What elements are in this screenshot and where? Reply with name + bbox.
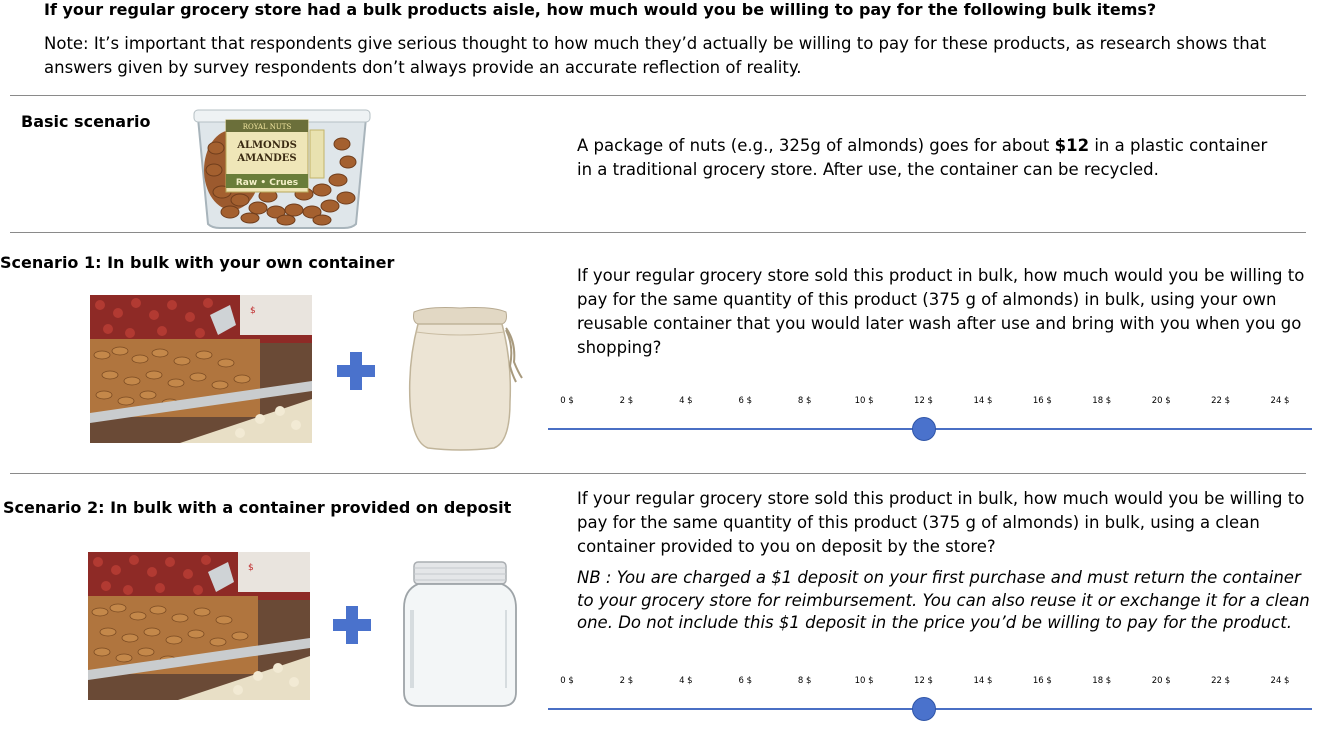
slider-tick-label: 24 $ [1270, 676, 1290, 686]
slider-tick-label: 10 $ [854, 396, 874, 406]
package-line1-text: ALMONDS [237, 140, 297, 151]
slider-tick-label: 16 $ [1032, 676, 1052, 686]
svg-text:$: $ [250, 306, 256, 316]
package-band-text: Raw • Crues [235, 178, 299, 188]
package-brand-text: ROYAL NUTS [242, 123, 292, 131]
slider-thumb[interactable] [912, 417, 936, 441]
slider-tick-label: 24 $ [1270, 396, 1290, 406]
scenario2-price-slider[interactable] [548, 676, 1312, 716]
slider-tick-label: 4 $ [679, 396, 693, 406]
package-line2-text: AMANDES [237, 153, 297, 164]
slider-tick-label: 22 $ [1211, 676, 1231, 686]
plus-icon [333, 606, 371, 644]
slider-tick-labels [548, 396, 1312, 410]
slider-tick-label: 20 $ [1151, 676, 1171, 686]
almond-package-image [192, 100, 372, 230]
slider-tick-label: 22 $ [1211, 396, 1231, 406]
scenario2-description: If your regular grocery store sold this product in bulk, how much would you be willing to pay for the same quantity of this product (375 g of almonds) in bulk, using a clean container provided to you on deposit by the store? [577, 489, 1305, 556]
slider-tick-label: 4 $ [679, 676, 693, 686]
instruction-note: Note: It’s important that respondents give serious thought to how much they’d actually be willing to pay for these products, as research shows that answers given by survey respondents don’t always provide an accurate reflection of reality. [44, 34, 1267, 77]
slider-tick-label: 14 $ [973, 676, 993, 686]
slider-tick-label: 18 $ [1092, 676, 1112, 686]
slider-tick-labels [548, 676, 1312, 690]
slider-tick-label: 18 $ [1092, 396, 1112, 406]
slider-tick-label: 6 $ [738, 676, 753, 686]
basic-scenario-description [577, 134, 1277, 182]
svg-text:$: $ [248, 563, 254, 573]
divider [10, 232, 1306, 233]
scenario1-price-slider[interactable] [548, 396, 1312, 436]
question-title: If your regular grocery store had a bulk products aisle, how much would you be willing to pay for the following bulk items? [44, 0, 1157, 19]
basic-scenario-label: Basic scenario [21, 112, 151, 131]
slider-tick-label: 12 $ [914, 676, 933, 686]
slider-tick-label: 6 $ [738, 396, 753, 406]
bulk-almonds-bin-image [90, 295, 312, 443]
scenario2-label: Scenario 2: In bulk with a container provided on deposit [3, 498, 512, 517]
slider-tick-label: 0 $ [560, 396, 574, 406]
slider-tick-label: 12 $ [914, 396, 933, 406]
slider-tick-label: 0 $ [560, 676, 574, 686]
bulk-almonds-bin-image [88, 552, 310, 700]
deposit-note: NB : You are charged a $1 deposit on your first purchase and must return the container to your grocery store for reimbursement. You can also reuse it or exchange it for a clean one. Do not include this $1 deposit in the price you’d be willing to pay for the product. [577, 568, 1310, 632]
slider-tick-label: 2 $ [619, 396, 634, 406]
cloth-bag-image [398, 302, 523, 452]
basic-description-end: in a plastic container in a traditional grocery store. After use, the container can be recycled. [577, 136, 1268, 179]
basic-price: $12 [1054, 136, 1090, 155]
slider-tick-label: 14 $ [973, 396, 993, 406]
plus-icon [337, 352, 375, 390]
divider [10, 95, 1306, 96]
glass-jar-image [400, 560, 520, 708]
slider-tick-label: 10 $ [854, 676, 874, 686]
slider-tick-label: 8 $ [797, 676, 812, 686]
slider-thumb[interactable] [912, 697, 936, 721]
slider-tick-label: 20 $ [1151, 396, 1171, 406]
slider-tick-label: 8 $ [797, 396, 812, 406]
divider [10, 473, 1306, 474]
slider-tick-label: 2 $ [619, 676, 634, 686]
scenario1-label: Scenario 1: In bulk with your own container [0, 253, 395, 272]
basic-description-start: A package of nuts (e.g., 325g of almonds) goes for about [577, 136, 1055, 155]
slider-tick-label: 16 $ [1032, 396, 1052, 406]
scenario1-description: If your regular grocery store sold this product in bulk, how much would you be willing to pay for the same quantity of this product (375 g of almonds) in bulk, using your own reusable container that you would later wash after use and bring with you when you go shopping? [577, 266, 1305, 357]
